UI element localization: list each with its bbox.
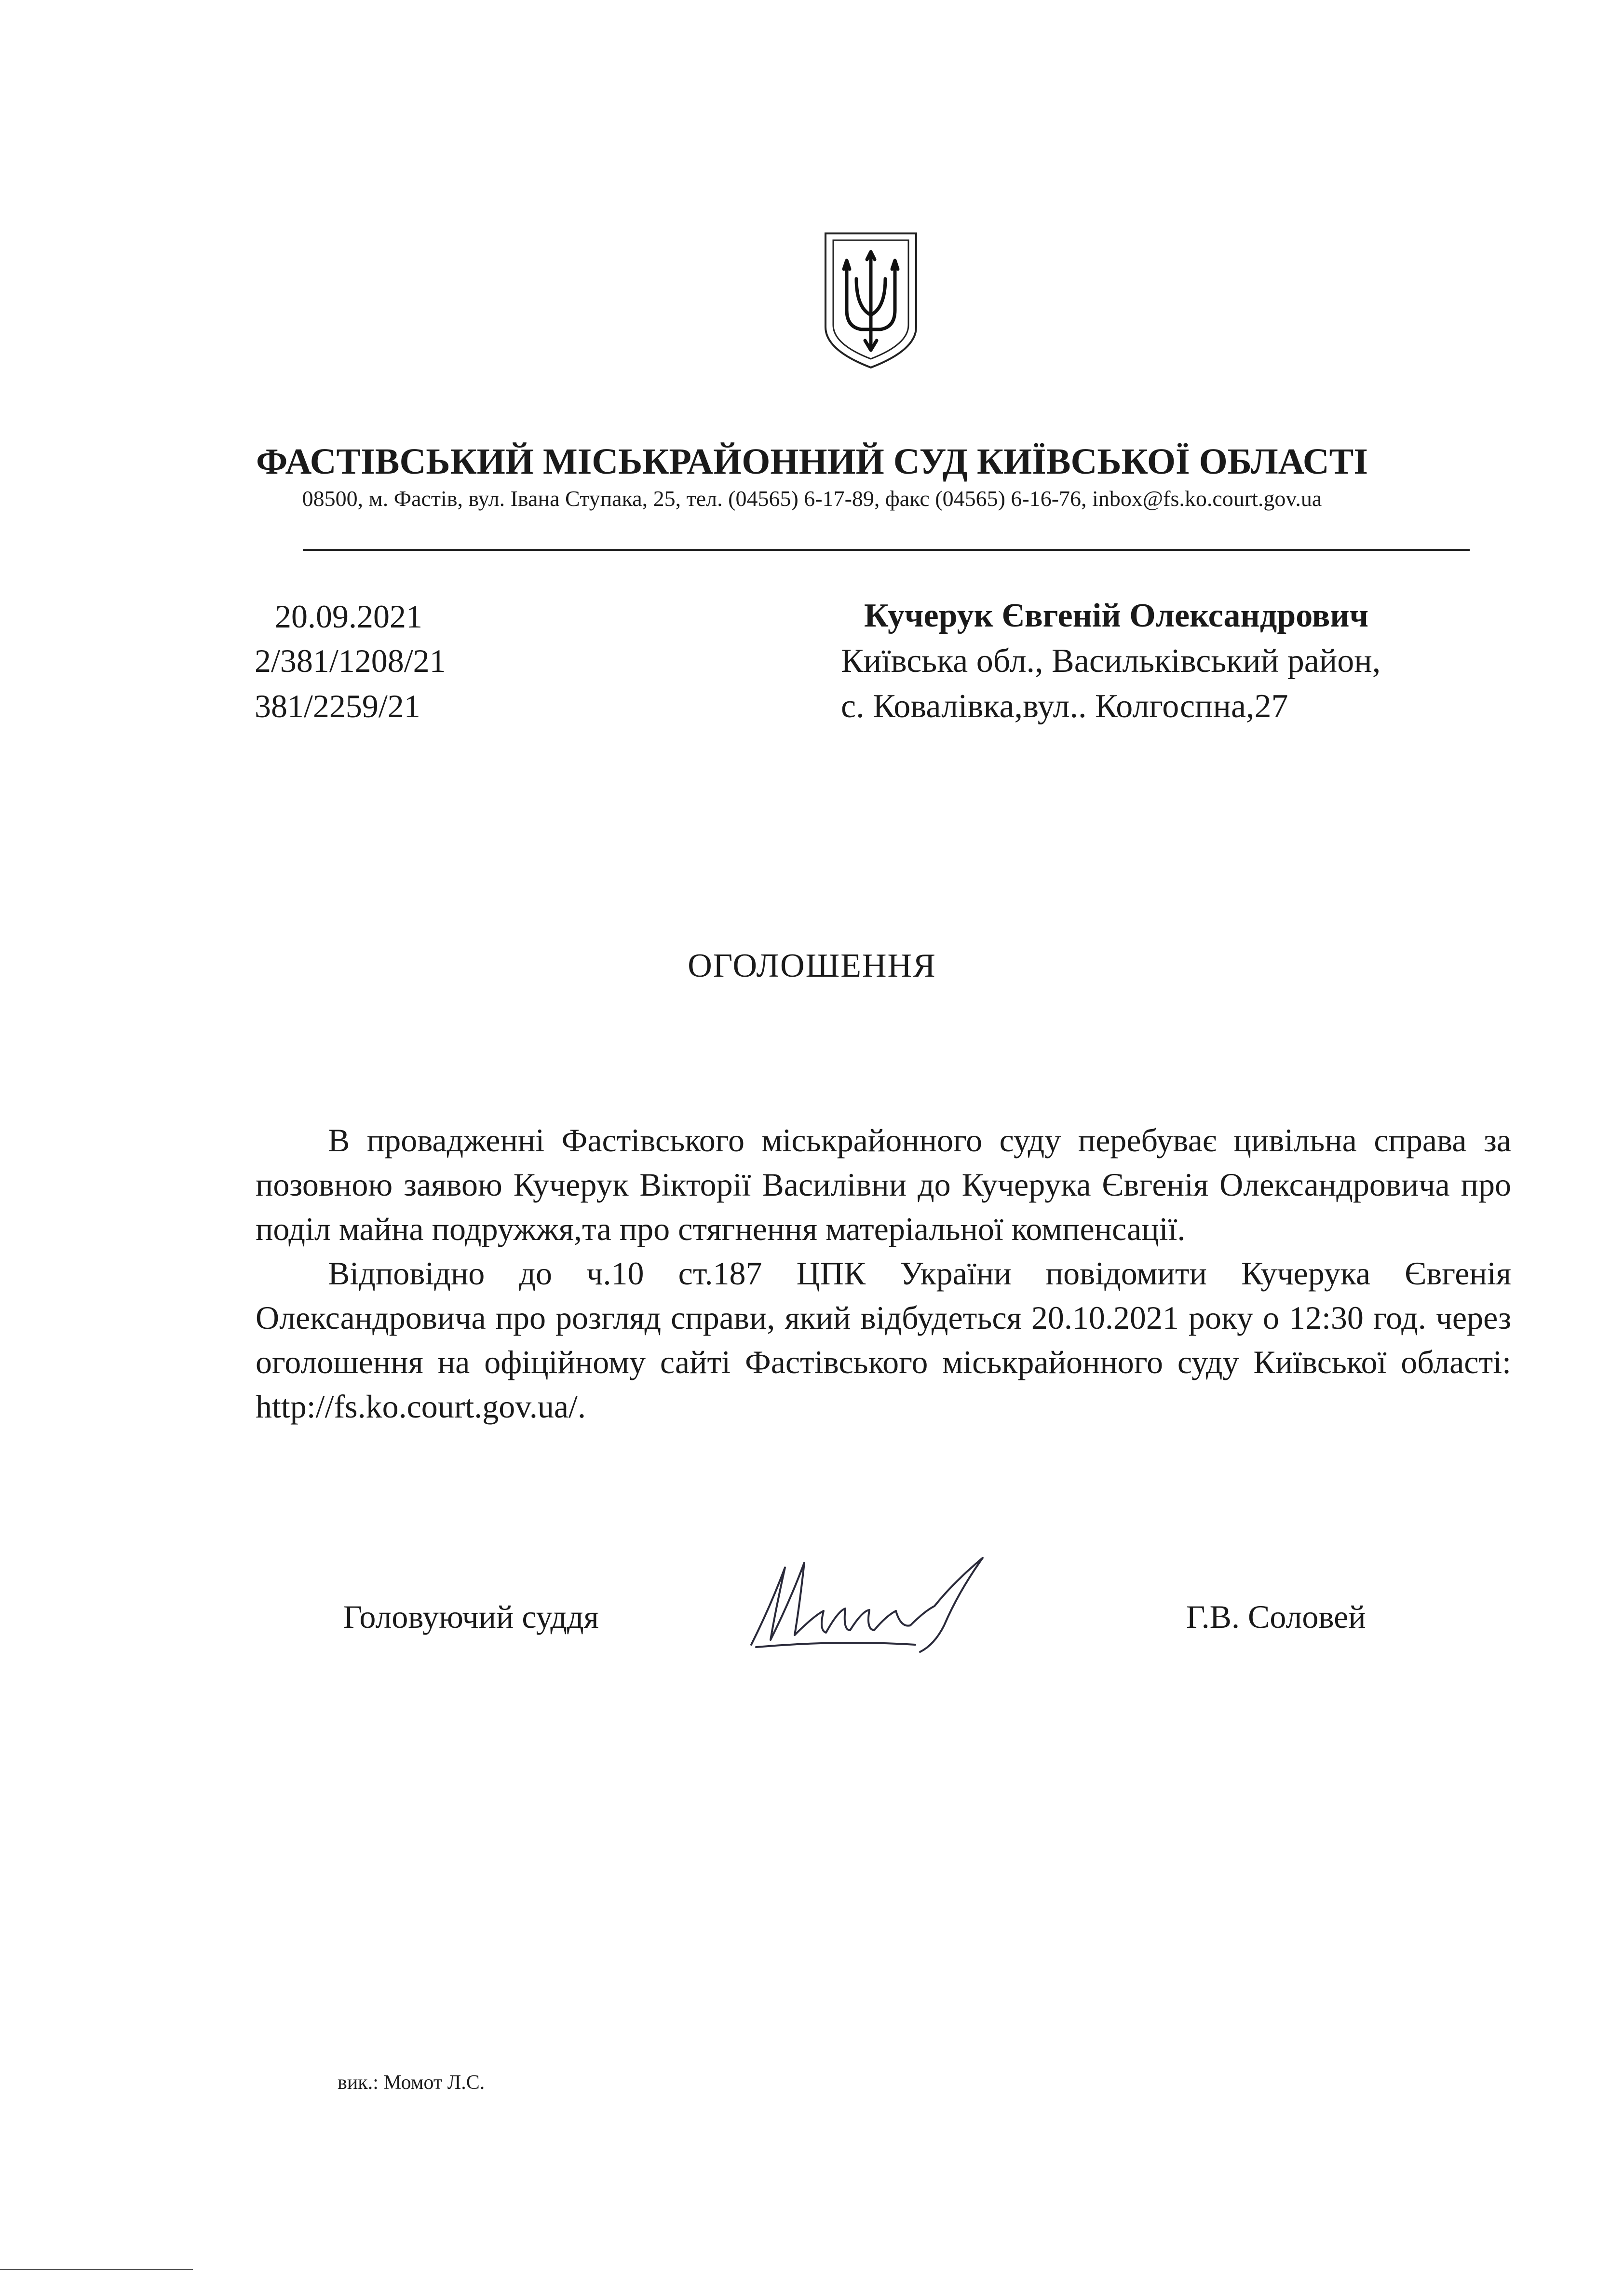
executor-note: вик.: Момот Л.С. <box>338 2072 485 2094</box>
announcement-body <box>256 1118 1511 1429</box>
document-title: ОГОЛОШЕННЯ <box>688 947 936 984</box>
body-paragraph-2: Відповідно до ч.10 ст.187 ЦПК України повідомити Кучерука Євгенія Олександровича про розгляд справи, який відбудеться 20.10.2021 року о 12:30 год. через оголошення на офіційному сайті Фастівського міськрайонного суду Київської області: http://fs.ko.court.gov.ua/. <box>256 1255 1511 1425</box>
header-divider <box>303 549 1470 551</box>
reference-number-1: 2/381/1208/21 <box>255 642 446 679</box>
recipient-address-line-2: с. Ковалівка,вул.. Колгоспна,27 <box>841 688 1288 725</box>
court-name: ФАСТІВСЬКИЙ МІСЬКРАЙОННИЙ СУД КИЇВСЬКОЇ ОБЛАСТІ <box>256 441 1368 482</box>
signatory-role: Головуючий суддя <box>343 1598 599 1635</box>
scan-edge-line <box>0 2269 193 2270</box>
signatory-name: Г.В. Соловей <box>1186 1598 1366 1635</box>
reference-number-2: 381/2259/21 <box>255 688 420 724</box>
handwritten-signature-icon <box>742 1548 1012 1659</box>
court-address: 08500, м. Фастів, вул. Івана Ступака, 25, тел. (04565) 6-17-89, факс (04565) 6-16-76, inbox@fs.ko.court.gov.ua <box>302 486 1322 511</box>
reference-date: 20.09.2021 <box>275 598 422 635</box>
coat-of-arms-icon <box>823 231 919 370</box>
recipient-address-line-1: Київська обл., Васильківський район, <box>841 642 1381 680</box>
recipient-name: Кучерук Євгеній Олександрович <box>864 597 1369 634</box>
body-paragraph-1: В провадженні Фастівського міськрайонного суду перебуває цивільна справа за позовною заявою Кучерук Вікторії Василівни до Кучерука Євгенія Олександровича про поділ майна подружжя,та про стягнення матеріальної компенсації. <box>256 1122 1511 1247</box>
